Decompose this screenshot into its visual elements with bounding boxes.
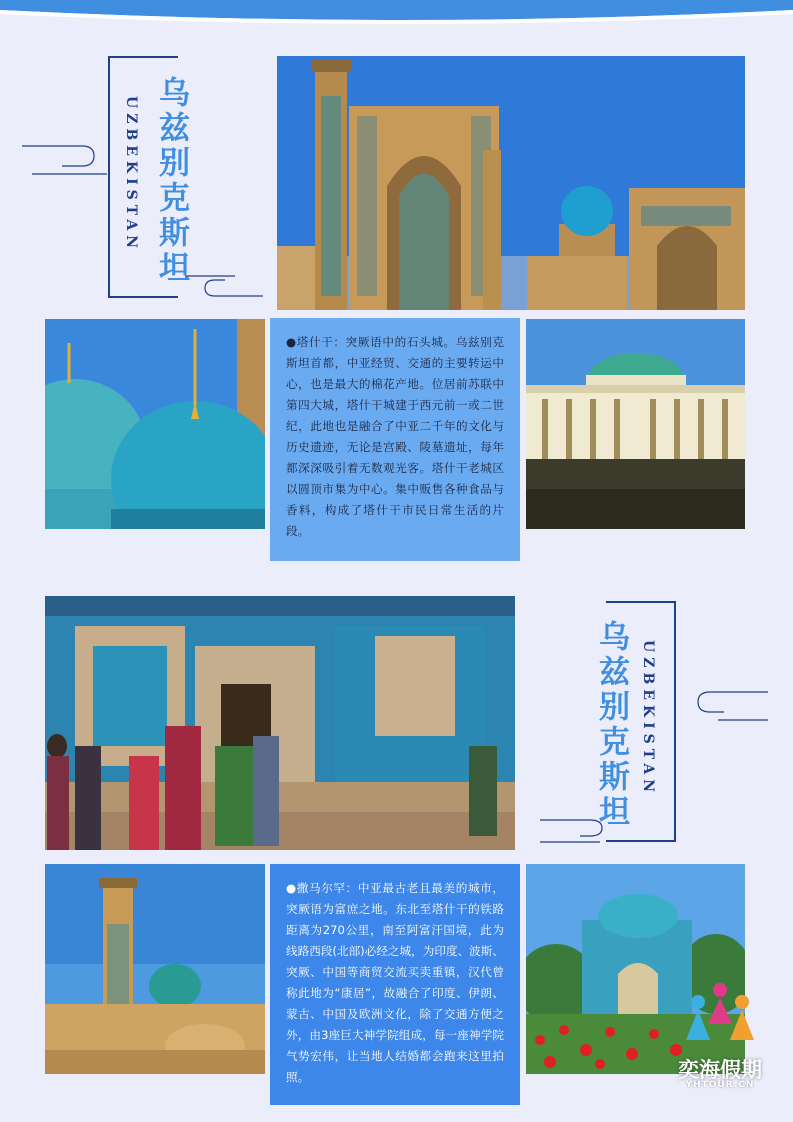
section2-title-en: UZBEKISTAN (640, 640, 656, 798)
cloud-line-decoration (690, 684, 770, 724)
logo-name-en: YHTOUR.CN (685, 1080, 755, 1090)
khiva-minaret-photo (45, 864, 265, 1074)
registan-photo (277, 56, 745, 310)
tashkent-description: ●塔什干：突厥语中的石头城。乌兹别克斯坦首都，中亚经贸、交通的主要转运中心，也是最大的棉花产地。位居前苏联中第四大城，塔什干城建于西元前一或二世纪，此地也是融合了中亚二千年的文化与历史遗迹，无论是宫殿、陵墓遗址，每年都深深吸引着无数观光客。塔什干老城区以圆顶市集为中心。集中贩售各种食品与香料，构成了塔什干市民日常生活的片段。 (270, 318, 520, 561)
title-bracket-left-stub (606, 601, 614, 603)
top-wave-band (0, 0, 793, 28)
turquoise-domes-photo (45, 319, 265, 529)
section2-title-cn: 乌兹别克斯坦 (593, 620, 629, 830)
section1-title-en: UZBEKISTAN (123, 96, 139, 254)
colonnade-building-photo (526, 319, 745, 529)
section1-title-cn: 乌兹别克斯坦 (153, 76, 189, 286)
title-bracket-right-stub-bottom (170, 296, 178, 298)
logo-figures-icon (680, 980, 760, 1050)
logo-name-cn: 奕海假期 (678, 1058, 762, 1082)
title-bracket-right-stub (170, 56, 178, 58)
cloud-line-decoration (185, 268, 265, 302)
yhtour-logo (660, 980, 780, 1098)
cloud-line-decoration (540, 812, 610, 846)
shah-i-zinda-photo (45, 596, 515, 850)
cloud-line-decoration (22, 138, 112, 178)
samarkand-description: ●撒马尔罕：中亚最古老且最美的城市，突厥语为富庶之地。东北至塔什干的铁路距离为270公里，南至阿富汗国境，此为线路西段(北部)必经之城，为印度、波斯、突厥、中国等商贸交流买卖重镇，汉代曾称此地为“康居”，故融合了印度、伊朗、蒙古、中国及欧洲文化，除了交通方便之外，由3座巨大神学院组成，每一座神学院气势宏伟，让当地人结婚都会跑来这里拍照。 (270, 864, 520, 1105)
